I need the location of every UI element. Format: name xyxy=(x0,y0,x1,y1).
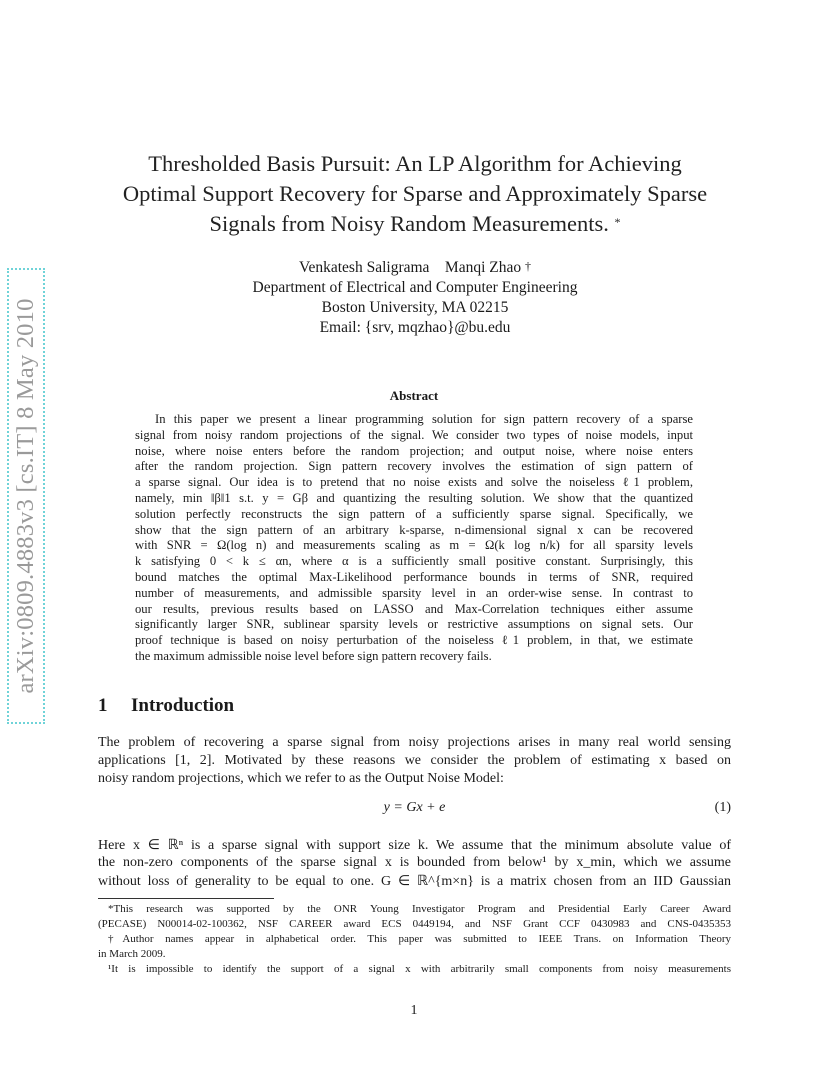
abstract-line: with SNR = Ω(log n) and measurements scaling as m = Ω(k log n/k) for all sparsity levels xyxy=(135,538,693,553)
title-line-2: Optimal Support Recovery for Sparse and Approximately Sparse xyxy=(122,181,708,206)
footnote-line: †Author names appear in alphabetical order. This paper was submitted to IEEE Trans. on Information Theory xyxy=(108,933,731,945)
author-university: Boston University, MA 02215 xyxy=(321,299,509,316)
footnote-rule xyxy=(98,898,274,899)
abstract-line: namely, min ‖β‖1 s.t. y = Gβ and quantizing the resulting solution. We show that the quantized xyxy=(135,490,693,505)
abstract-line: proof technique is based on noisy perturbation of the noiseless ℓ1 problem, in that, we estimate xyxy=(135,633,693,648)
intro-line: without loss of generality to be equal to one. G ∈ ℝ^{m×n} is a matrix chosen from an IID Gaussian xyxy=(98,874,731,889)
footnote-line: *This research was supported by the ONR Young Investigator Program and Presidential Early Career Award xyxy=(108,903,731,915)
intro-line: Here x ∈ ℝⁿ is a sparse signal with support size k. We assume that the minimum absolute value of xyxy=(98,838,731,853)
abstract-line: show that the sign pattern of an arbitrary k-sparse, n-dimensional signal x can be recovered xyxy=(135,522,693,537)
abstract-line: signal from noisy random projections of the signal. We consider two types of noise models, input xyxy=(135,427,693,442)
abstract-line: bound matches the optimal Max-Likelihood performance bounds in terms of SNR, required xyxy=(135,569,693,584)
intro-line: The problem of recovering a sparse signal from noisy projections arises in many real world sensing xyxy=(98,735,731,750)
title-line-1: Thresholded Basis Pursuit: An LP Algorithm for Achieving xyxy=(148,151,682,176)
arxiv-stamp-text: arXiv:0809.4883v3 [cs.IT] 8 May 2010 xyxy=(12,298,39,694)
section-heading xyxy=(98,695,234,717)
abstract-line: after the random projection. Sign pattern recovery involves the estimation of sign pattern of xyxy=(135,459,693,474)
title-line-3-text: Signals from Noisy Random Measurements. xyxy=(209,211,609,236)
intro-line: applications [1, 2]. Motivated by these reasons we consider the problem of estimating x based on xyxy=(98,753,731,768)
footnote-line: (PECASE) N00014-02-100362, NSF CAREER award ECS 0449194, and NSF Grant CCF 0430983 and CNS-0435353 xyxy=(98,918,731,930)
abstract-line: a sparse signal. Our idea is to pretend that no noise exists and solve the noiseless ℓ1 problem, xyxy=(135,475,693,490)
section-title: Introduction xyxy=(131,695,235,716)
author-department: Department of Electrical and Computer Engineering xyxy=(252,279,578,296)
arxiv-stamp xyxy=(0,0,60,1072)
abstract-line: number of measurements, and admissible sparsity level in an order-wise sense. In contrast to xyxy=(135,585,693,600)
abstract-line: the maximum admissible noise level before sign pattern recovery fails. xyxy=(135,648,492,663)
abstract-line: our results, previous results based on LASSO and Max-Correlation techniques either assume xyxy=(135,601,693,616)
abstract-line: In this paper we present a linear programming solution for sign pattern recovery of a sparse xyxy=(155,412,693,426)
footnote-line: ¹It is impossible to identify the support of a signal x with arbitrarily small components from noisy measurements xyxy=(108,963,731,975)
abstract-line: noise, where noise enters before the random projection; and output noise, where noise enters xyxy=(135,443,693,458)
title-line-3 xyxy=(90,209,740,239)
intro-line: the non-zero components of the sparse signal x is bounded from below¹ by x_min, which we assume xyxy=(98,855,731,870)
equation-1 xyxy=(98,800,731,820)
title-footnote-marker[interactable]: * xyxy=(614,215,621,229)
section-number: 1 xyxy=(98,695,108,716)
equation-expression: y = Gx + e xyxy=(383,800,446,815)
abstract-line: solution perfectly reconstructs the sign pattern of a sufficiently sparse signal. Specifically, we xyxy=(135,506,693,521)
paper-title xyxy=(90,149,740,239)
footnote-line: in March 2009. xyxy=(98,948,166,960)
author-footnote-marker[interactable]: † xyxy=(524,259,531,273)
author-names xyxy=(150,258,680,278)
author-email: Email: {srv, mqzhao}@bu.edu xyxy=(319,319,511,336)
author-names-text: Venkatesh Saligrama Manqi Zhao xyxy=(299,259,522,276)
abstract-line: significantly larger SNR, sublinear sparsity levels or restrictive assumptions on signal sets. Our xyxy=(135,617,693,632)
abstract-body xyxy=(135,412,693,665)
page-number: 1 xyxy=(410,1003,418,1018)
abstract-line: k satisfying 0 < k ≤ αn, where α is a sufficiently small positive constant. Surprisingly, this xyxy=(135,554,693,569)
equation-number: (1) xyxy=(714,800,731,815)
author-block xyxy=(150,258,680,338)
abstract-heading: Abstract xyxy=(389,388,439,403)
intro-line: noisy random projections, which we refer to as the Output Noise Model: xyxy=(98,771,504,786)
